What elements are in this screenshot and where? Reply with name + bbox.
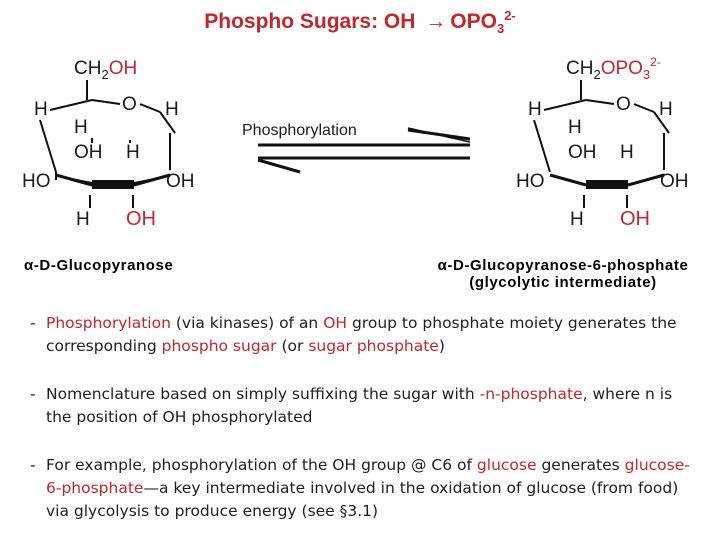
bullet-text: Nomenclature based on simply suffixing the sugar with	[46, 385, 480, 403]
left-oh-right: OH	[166, 171, 195, 192]
right-h-bottom: H	[570, 209, 584, 230]
right-molecule-caption	[418, 257, 708, 291]
right-ch2-label: $CH_2OPO_3^{2-}$	[566, 55, 661, 82]
left-ring-oxygen: O	[122, 94, 137, 115]
bullet-item	[30, 383, 700, 429]
right-ho: HO	[516, 171, 545, 192]
highlighted-term: sugar phosphate	[308, 337, 439, 355]
left-molecule-structure	[22, 58, 195, 230]
right-oh-c3: OH	[568, 142, 597, 163]
bullet-text: For example, phosphorylation of the OH group @ C6 of	[46, 456, 477, 474]
right-molecule-subtitle: (glycolytic intermediate)	[469, 274, 657, 291]
highlighted-term: glucose-6-phosphate	[46, 456, 690, 497]
right-h-top-left: H	[528, 99, 542, 120]
right-arrow-icon: →	[425, 10, 447, 33]
reverse-arrow	[258, 158, 470, 172]
forward-arrow	[408, 128, 470, 142]
right-oh-right: OH	[660, 171, 689, 192]
left-oh-c3: OH	[74, 142, 103, 163]
left-oh-bottom: OH	[126, 208, 156, 230]
right-molecule-structure	[516, 55, 689, 230]
right-molecule-name: α-D-Glucopyranose-6-phosphate	[437, 257, 689, 274]
bullet-text: )	[438, 337, 445, 355]
bullet-text: , where n is the position of OH phosphorylated	[46, 385, 673, 426]
left-h-top-left: H	[34, 99, 48, 120]
highlighted-term: Phosphorylation	[46, 314, 171, 332]
left-h-c4: H	[74, 117, 88, 138]
left-ch2-label: $CH_2OH$	[74, 58, 138, 82]
bullet-item	[30, 312, 700, 358]
bullet-dash: -	[30, 456, 36, 474]
bullet-list	[30, 312, 700, 548]
title-group: OPO	[450, 10, 497, 33]
bullet-text: —a key intermediate involved in the oxidation of glucose (from food) via glycolysis to produce energy (see §3.1)	[46, 479, 679, 520]
title-prefix: Phospho Sugars: OH	[204, 10, 416, 33]
left-h-bottom: H	[76, 209, 90, 230]
highlighted-term: glucose	[476, 456, 537, 474]
equilibrium-arrows	[242, 122, 470, 172]
right-oh-bottom: OH	[620, 208, 650, 230]
left-ho: HO	[22, 171, 51, 192]
title-sup: 2-	[504, 8, 516, 23]
reaction-label: Phosphorylation	[242, 122, 357, 139]
bullet-text: (via kinases) of an	[170, 314, 324, 332]
bullet-text: generates	[536, 456, 625, 474]
bullet-dash: -	[30, 385, 36, 403]
right-ring-oxygen: O	[616, 94, 631, 115]
right-h-c4: H	[568, 117, 582, 138]
highlighted-term: OH	[323, 314, 348, 332]
highlighted-term: -n-phosphate	[479, 385, 583, 403]
left-molecule-name: α-D-Glucopyranose	[24, 257, 174, 274]
highlighted-term: phospho sugar	[161, 337, 277, 355]
right-h-c3: H	[620, 142, 634, 163]
left-h-c3: H	[126, 142, 140, 163]
bullet-item	[30, 454, 700, 523]
right-h-top-right: H	[659, 99, 673, 120]
title-sub: 3	[496, 21, 505, 37]
bullet-text: (or	[276, 337, 309, 355]
bullet-dash: -	[30, 314, 36, 332]
left-h-top-right: H	[165, 99, 179, 120]
bullet-text: group to phosphate moiety generates the corresponding	[46, 314, 677, 355]
